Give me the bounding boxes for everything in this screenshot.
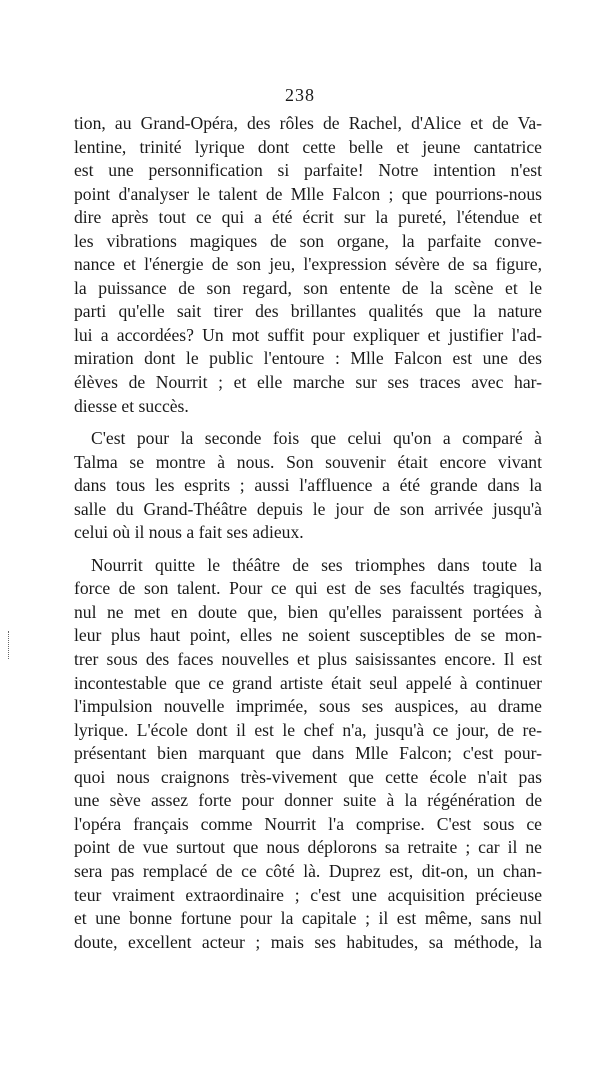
text-line: dans tous les esprits ; aussi l'affluence a été grande dans la — [74, 475, 542, 496]
text-line: lentine, trinité lyrique dont cette belle et jeune cantatrice — [74, 136, 542, 157]
text-line: incontestable que ce grand artiste était seul appelé à continuer — [74, 672, 542, 693]
paragraph — [74, 112, 542, 418]
text-line: sera pas remplacé de ce côté là. Duprez est, dit-on, un chan- — [74, 860, 542, 881]
text-line: point d'analyser le talent de Mlle Falcon ; que pourrions-nous — [74, 183, 542, 204]
text-line: parti qu'elle sait tirer des brillantes qualités que la nature — [74, 301, 542, 322]
text-line: nul ne met en doute que, bien qu'elles paraissent portées à — [74, 601, 542, 622]
text-line: trer sous des faces nouvelles et plus saisissantes encore. Il est — [74, 649, 542, 670]
text-line: celui où il nous a fait ses adieux. — [74, 522, 304, 543]
margin-mark — [8, 631, 11, 659]
text-line: doute, excellent acteur ; mais ses habitudes, sa méthode, la — [74, 931, 542, 952]
text-line: miration dont le public l'entoure : Mlle Falcon est une des — [74, 348, 542, 369]
text-line: point de vue surtout que nous déplorons sa retraite ; car il ne — [74, 837, 542, 858]
text-line: l'impulsion nouvelle imprimée, sous ses auspices, au drame — [74, 696, 542, 717]
text-line: les vibrations magiques de son organe, la parfaite conve- — [74, 230, 542, 251]
paragraph-gap — [74, 545, 542, 554]
text-line: teur vraiment extraordinaire ; c'est une acquisition précieuse — [74, 884, 542, 905]
page-number: 238 — [285, 85, 315, 105]
text-line: C'est pour la seconde fois que celui qu'on a comparé à — [91, 428, 542, 449]
body-text — [74, 112, 542, 954]
paragraph-gap — [74, 418, 542, 427]
text-line: et une bonne fortune pour la capitale ; il est même, sans nul — [74, 908, 542, 929]
text-line: Nourrit quitte le théâtre de ses triomphes dans toute la — [91, 554, 542, 575]
text-line: présentant bien marquant que dans Mlle Falcon; c'est pour- — [74, 743, 542, 764]
paragraph — [74, 554, 542, 954]
text-line: quoi nous craignons très-vivement que cette école n'ait pas — [74, 766, 542, 787]
text-line: leur plus haut point, elles ne soient susceptibles de se mon- — [74, 625, 542, 646]
text-line: la puissance de son regard, son entente de la scène et le — [74, 277, 542, 298]
text-line: dire après tout ce qui a été écrit sur la pureté, l'étendue et — [74, 207, 542, 228]
paragraph — [74, 427, 542, 545]
text-line: élèves de Nourrit ; et elle marche sur ses traces avec har- — [74, 372, 542, 393]
text-line: tion, au Grand-Opéra, des rôles de Rachel, d'Alice et de Va- — [74, 113, 542, 133]
text-line: lyrique. L'école dont il est le chef n'a, jusqu'à ce jour, de re- — [74, 719, 542, 740]
text-line: force de son talent. Pour ce qui est de ses facultés tragiques, — [74, 578, 542, 599]
text-line: une sève assez forte pour donner suite à la régénération de — [74, 790, 542, 811]
text-line: lui a accordées? Un mot suffit pour expliquer et justifier l'ad- — [74, 324, 542, 345]
text-line: est une personnification si parfaite! Notre intention n'est — [74, 160, 542, 181]
text-line: Talma se montre à nous. Son souvenir était encore vivant — [74, 451, 542, 472]
text-line: salle du Grand-Théâtre depuis le jour de son arrivée jusqu'à — [74, 498, 542, 519]
text-line: l'opéra français comme Nourrit l'a comprise. C'est sous ce — [74, 813, 542, 834]
text-line: diesse et succès. — [74, 395, 189, 416]
text-line: nance et l'énergie de son jeu, l'expression sévère de sa figure, — [74, 254, 542, 275]
